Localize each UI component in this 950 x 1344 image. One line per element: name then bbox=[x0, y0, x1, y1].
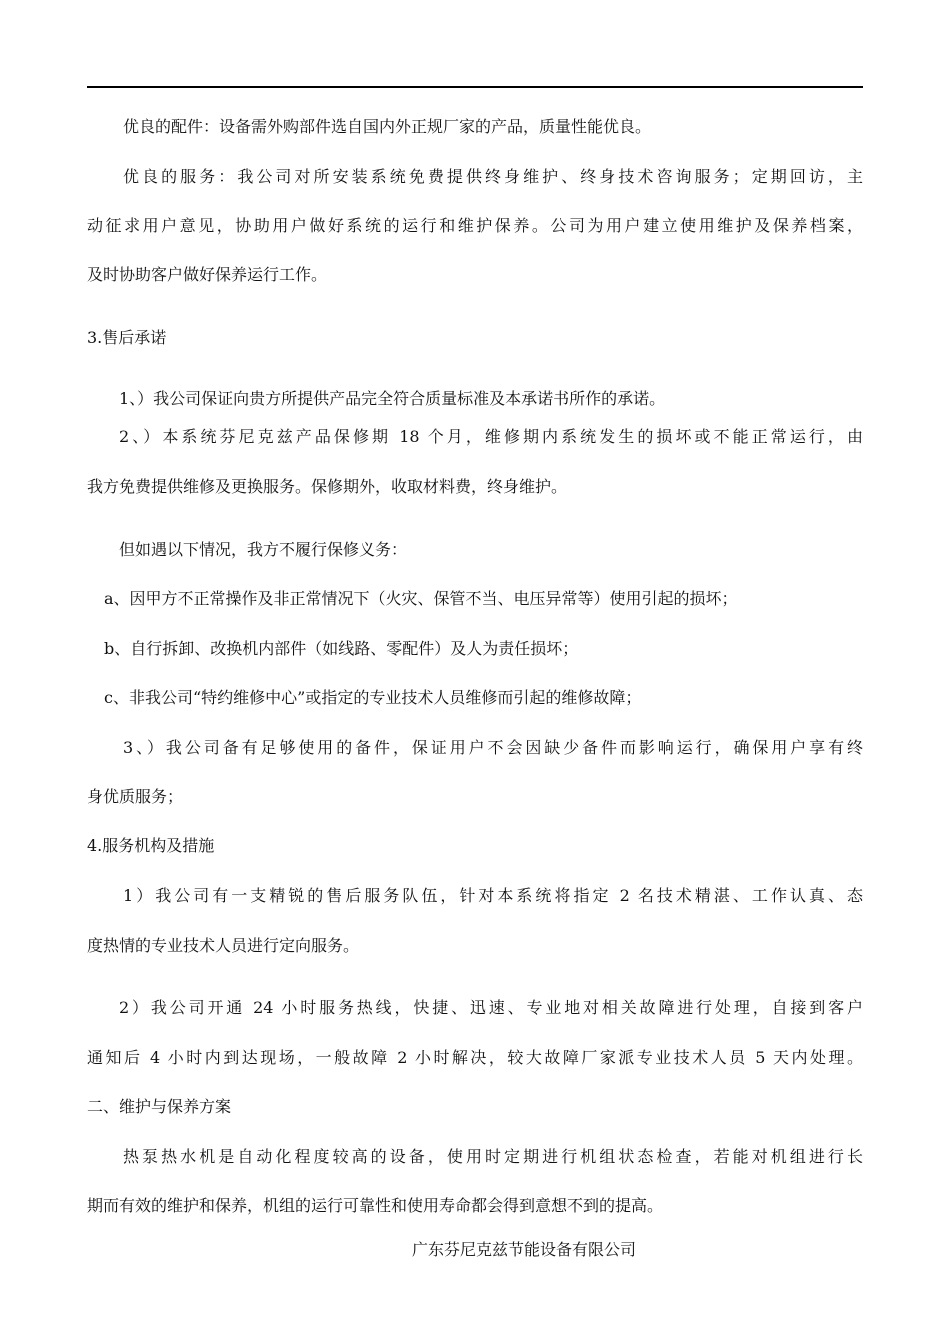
paragraph-service-line2: 动征求用户意见，协助用户做好系统的运行和维护保养。公司为用户建立使用维护及保养档案， bbox=[87, 216, 863, 235]
paragraph-parts: 优良的配件：设备需外购部件选自国内外正规厂家的产品，质量性能优良。 bbox=[123, 117, 652, 136]
exceptions-intro: 但如遇以下情况，我方不履行保修义务： bbox=[119, 540, 408, 559]
service-measure-2-line2: 通知后 4 小时内到达现场，一般故障 2 小时解决，较大故障厂家派专业技术人员 5 天内处理。 bbox=[87, 1048, 863, 1067]
commitment-3-line2: 身优质服务； bbox=[87, 787, 184, 806]
section-heading-aftersales: 3.售后承诺 bbox=[87, 328, 167, 347]
maintenance-line1: 热泵热水机是自动化程度较高的设备，使用时定期进行机组状态检查，若能对机组进行长 bbox=[123, 1147, 863, 1166]
exception-c: c、非我公司“特约维修中心”或指定的专业技术人员维修而引起的维修故障； bbox=[104, 688, 642, 707]
commitment-1: 1、）我公司保证向贵方所提供产品完全符合质量标准及本承诺书所作的承诺。 bbox=[119, 389, 666, 408]
exception-a: a、因甲方不正常操作及非正常情况下（火灾、保管不当、电压异常等）使用引起的损坏； bbox=[104, 589, 738, 608]
service-measure-2-line1: 2）我公司开通 24 小时服务热线，快捷、迅速、专业地对相关故障进行处理，自接到客户 bbox=[119, 998, 863, 1017]
section-heading-maintenance: 二、维护与保养方案 bbox=[87, 1097, 232, 1116]
service-measure-1-line2: 度热情的专业技术人员进行定向服务。 bbox=[87, 936, 360, 955]
company-name: 广东芬尼克兹节能设备有限公司 bbox=[412, 1240, 637, 1259]
commitment-2-line1: 2、）本系统芬尼克兹产品保修期 18 个月，维修期内系统发生的损坏或不能正常运行，由 bbox=[119, 427, 863, 446]
paragraph-service-line1: 优良的服务：我公司对所安装系统免费提供终身维护、终身技术咨询服务；定期回访，主 bbox=[123, 167, 863, 186]
exception-b: b、自行拆卸、改换机内部件（如线路、零配件）及人为责任损坏； bbox=[104, 639, 579, 658]
section-heading-service: 4.服务机构及措施 bbox=[87, 836, 215, 855]
service-measure-1-line1: 1）我公司有一支精锐的售后服务队伍，针对本系统将指定 2 名技术精湛、工作认真、态 bbox=[123, 886, 863, 905]
maintenance-line2: 期而有效的维护和保养，机组的运行可靠性和使用寿命都会得到意想不到的提高。 bbox=[87, 1196, 664, 1215]
commitment-3-line1: 3、）我公司备有足够使用的备件，保证用户不会因缺少备件而影响运行，确保用户享有终 bbox=[123, 738, 863, 757]
commitment-2-line2: 我方免费提供维修及更换服务。保修期外，收取材料费，终身维护。 bbox=[87, 477, 568, 496]
paragraph-service-line3: 及时协助客户做好保养运行工作。 bbox=[87, 265, 328, 284]
header-rule bbox=[87, 86, 863, 88]
